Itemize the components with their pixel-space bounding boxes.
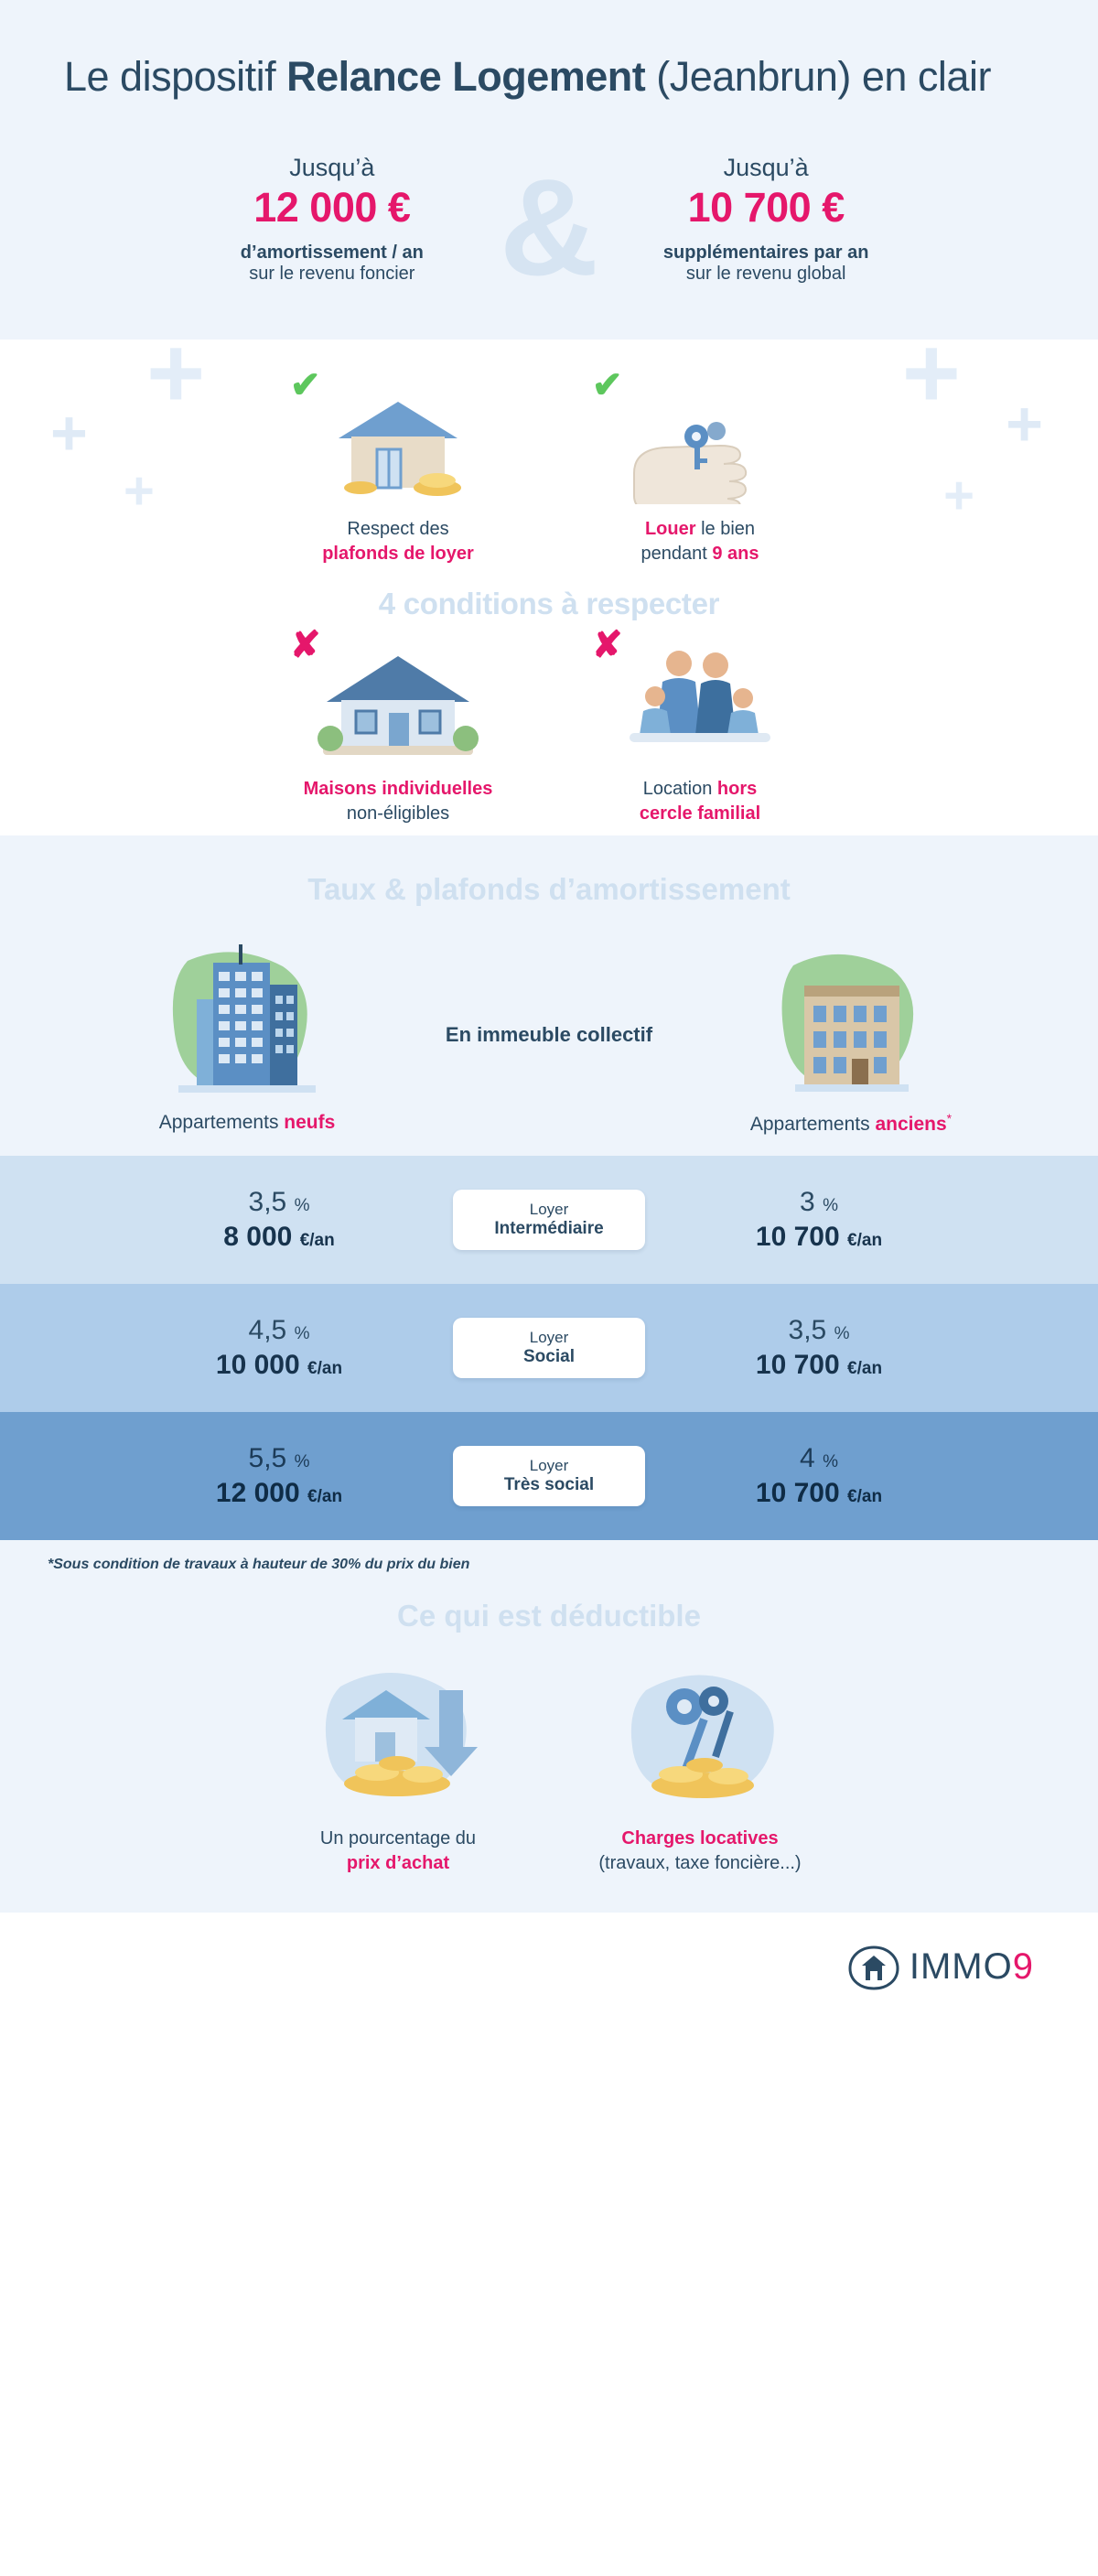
conditions-heading: 4 conditions à respecter	[378, 586, 720, 620]
rate-row-3-left	[105, 1443, 453, 1509]
rate-row-2-right-pct-unit: %	[834, 1323, 850, 1343]
rate-row-1-pill-line1: Loyer	[529, 1200, 569, 1218]
rate-row-3-left-pct-value: 5,5	[248, 1442, 287, 1473]
rate-row-3-left-pct	[105, 1443, 453, 1474]
house-price-drop-icon	[302, 1650, 494, 1819]
building-old-caption-star: *	[946, 1110, 953, 1126]
rate-row-2-left-amount-unit: €/an	[307, 1358, 343, 1378]
condition-1-line2: plafonds de loyer	[322, 543, 474, 564]
rate-row-2-right-pct	[645, 1315, 993, 1346]
rate-row-3-right-amount-unit: €/an	[847, 1486, 883, 1506]
building-old	[700, 934, 1002, 1136]
condition-label-1	[256, 517, 540, 566]
cross-icon: ✘	[290, 624, 321, 665]
rates-buildings-row	[0, 934, 1098, 1136]
amounts-section	[0, 103, 1098, 525]
rate-row-2-right-amount	[645, 1350, 993, 1381]
rate-row-2-left-amount	[105, 1350, 453, 1381]
rate-row-2-pill-line2: Social	[523, 1346, 575, 1366]
title-part2: (Jeanbrun) en clair	[645, 53, 991, 100]
cross-icon: ✘	[592, 624, 623, 665]
condition-1-line1: Respect des	[347, 518, 449, 539]
rates-middle-title: En immeuble collectif	[445, 1022, 653, 1046]
rate-row-1-right-pct	[645, 1187, 993, 1218]
condition-label-4	[558, 777, 842, 826]
rate-row-2-pill-line1: Loyer	[529, 1328, 569, 1346]
rates-footnote: *Sous condition de travaux à hauteur de 30% du prix du bien	[0, 1540, 1098, 1573]
condition-art-1	[256, 364, 540, 504]
plus-decor-icon: +	[1006, 387, 1043, 459]
rate-row-1-left-pct-value: 3,5	[248, 1186, 287, 1217]
rate-row-2-left	[105, 1315, 453, 1381]
condition-item-1	[247, 364, 549, 566]
logo-name: IMMO	[909, 1946, 1013, 1988]
rates-section	[0, 835, 1098, 1573]
rate-row-3-right-pct-unit: %	[823, 1451, 838, 1471]
family-icon	[613, 636, 787, 764]
condition-4-line1-bold: hors	[716, 778, 758, 799]
rate-row-1-left-amount-unit: €/an	[299, 1230, 335, 1250]
deductible-art-2	[549, 1650, 851, 1819]
amount-left	[181, 154, 483, 285]
deductible-art-1	[247, 1650, 549, 1819]
amount-right-value: 10 700 €	[687, 183, 845, 231]
condition-3-line1: Maisons individuelles	[303, 778, 493, 799]
building-old-caption-plain: Appartements	[749, 1113, 876, 1135]
title-part1: Le dispositif	[64, 53, 287, 100]
rate-row-1-right	[645, 1187, 993, 1253]
deductible-label-1	[247, 1827, 549, 1876]
rate-row-3-right	[645, 1443, 993, 1509]
rate-row-2-left-pct-value: 4,5	[248, 1314, 287, 1345]
condition-item-2	[549, 364, 851, 566]
conditions-row-bottom	[0, 624, 1098, 826]
table-row	[0, 1284, 1098, 1412]
rate-row-1-pill-line2: Intermédiaire	[494, 1218, 604, 1238]
header-section	[0, 0, 1098, 103]
condition-2-line1-plain: le bien	[695, 518, 756, 539]
condition-label-3	[256, 777, 540, 826]
amount-right-sub-bold: supplémentaires par an	[662, 242, 869, 263]
rate-row-3-right-pct	[645, 1443, 993, 1474]
rate-row-1-right-amount	[645, 1222, 993, 1253]
rate-row-1-left-pct	[105, 1187, 453, 1218]
deductible-section	[0, 1573, 1098, 1913]
brand-logo[interactable]	[847, 1944, 1034, 1991]
rate-row-3-pill-line1: Loyer	[529, 1456, 569, 1474]
amount-left-sub-bold: d’amortissement / an	[240, 242, 424, 263]
deductible-1-line2: prix d’achat	[346, 1852, 450, 1873]
keys-coins-icon	[604, 1650, 796, 1819]
condition-art-2	[558, 364, 842, 504]
deductible-item-1	[247, 1650, 549, 1876]
plus-decor-icon: +	[146, 316, 206, 429]
condition-2-line2-plain: pendant	[640, 543, 713, 564]
building-new-caption	[96, 1112, 398, 1134]
rate-row-1-right-amount-value: 10 700	[755, 1221, 840, 1252]
rate-row-3-right-amount	[645, 1478, 993, 1509]
building-old-caption	[700, 1111, 1002, 1136]
rate-row-3-left-amount	[105, 1478, 453, 1509]
deductible-item-2	[549, 1650, 851, 1876]
rate-row-3-right-amount-value: 10 700	[755, 1477, 840, 1508]
rate-row-2-left-amount-value: 10 000	[215, 1349, 300, 1380]
rate-row-1-left-amount-value: 8 000	[223, 1221, 293, 1252]
plus-decor-icon: +	[124, 460, 155, 521]
rate-row-2-right	[645, 1315, 993, 1381]
building-new-caption-plain: Appartements	[158, 1112, 285, 1134]
deductible-2-line2: (travaux, taxe foncière...)	[598, 1852, 802, 1873]
rate-row-1-left-pct-unit: %	[294, 1195, 310, 1215]
condition-art-4	[558, 624, 842, 764]
rate-row-3-left-amount-value: 12 000	[215, 1477, 300, 1508]
detached-house-icon	[307, 636, 490, 764]
check-icon: ✔	[290, 364, 321, 405]
rate-row-3-pill-line2: Très social	[503, 1474, 595, 1494]
rate-row-2-right-amount-value: 10 700	[755, 1349, 840, 1380]
modern-building-icon	[160, 935, 334, 1100]
rate-row-1-left	[105, 1187, 453, 1253]
condition-2-line2-bold: 9 ans	[712, 543, 759, 564]
rate-row-2-right-amount-unit: €/an	[847, 1358, 883, 1378]
amount-left-sub-light: sur le revenu foncier	[249, 263, 415, 284]
rate-row-1-right-pct-unit: %	[823, 1195, 838, 1215]
building-new	[96, 935, 398, 1134]
rate-row-2-pill	[453, 1318, 645, 1378]
condition-item-4	[549, 624, 851, 826]
condition-4-line2-bold: cercle familial	[639, 803, 761, 824]
condition-item-3	[247, 624, 549, 826]
table-row	[0, 1156, 1098, 1284]
plus-decor-icon: +	[50, 396, 88, 469]
ampersand-separator: &	[499, 149, 599, 304]
amount-left-top: Jusqu’à	[289, 153, 375, 181]
condition-label-2	[558, 517, 842, 566]
condition-3-line2: non-éligibles	[346, 803, 450, 824]
deductible-heading: Ce qui est déductible	[397, 1598, 701, 1633]
check-icon: ✔	[592, 364, 623, 405]
plus-decor-icon: +	[901, 316, 961, 429]
rate-row-1-right-amount-unit: €/an	[847, 1230, 883, 1250]
rate-row-3-right-pct-value: 4	[800, 1442, 815, 1473]
rate-row-1-pill	[453, 1190, 645, 1250]
house-coins-icon	[320, 385, 476, 504]
logo-nine: 9	[1012, 1946, 1034, 1988]
immo9-house-icon	[847, 1944, 900, 1991]
amount-right-top: Jusqu’à	[723, 153, 809, 181]
deductible-row	[0, 1650, 1098, 1876]
building-new-caption-bold: neufs	[284, 1112, 336, 1134]
amount-right	[615, 154, 917, 285]
condition-4-line1-plain: Location	[642, 778, 717, 799]
rate-row-3-left-pct-unit: %	[294, 1451, 310, 1471]
hand-keys-icon	[618, 385, 782, 504]
table-row	[0, 1412, 1098, 1540]
plus-decor-icon: +	[943, 465, 974, 525]
rates-table	[0, 1156, 1098, 1540]
deductible-2-line1: Charges locatives	[621, 1827, 779, 1848]
title-bold: Relance Logement	[286, 53, 646, 100]
amount-left-value: 12 000 €	[253, 183, 411, 231]
condition-2-line1-bold: Louer	[644, 518, 696, 539]
logo-text	[910, 1946, 1034, 1988]
rate-row-3-pill	[453, 1446, 645, 1506]
rates-heading: Taux & plafonds d’amortissement	[307, 871, 791, 906]
rate-row-2-left-pct	[105, 1315, 453, 1346]
rate-row-1-right-pct-value: 3	[800, 1186, 815, 1217]
old-building-icon	[764, 934, 938, 1099]
page-title	[64, 50, 1034, 103]
rate-row-2-left-pct-unit: %	[294, 1323, 310, 1343]
rate-row-3-left-amount-unit: €/an	[307, 1486, 343, 1506]
rate-row-1-left-amount	[105, 1222, 453, 1253]
rate-row-2-right-pct-value: 3,5	[788, 1314, 827, 1345]
footer-section	[0, 1913, 1098, 2022]
amount-right-sub-light: sur le revenu global	[685, 263, 846, 284]
condition-art-3	[256, 624, 540, 764]
deductible-label-2	[549, 1827, 851, 1876]
building-old-caption-bold: anciens	[875, 1113, 947, 1135]
deductible-1-line1: Un pourcentage du	[319, 1827, 477, 1848]
